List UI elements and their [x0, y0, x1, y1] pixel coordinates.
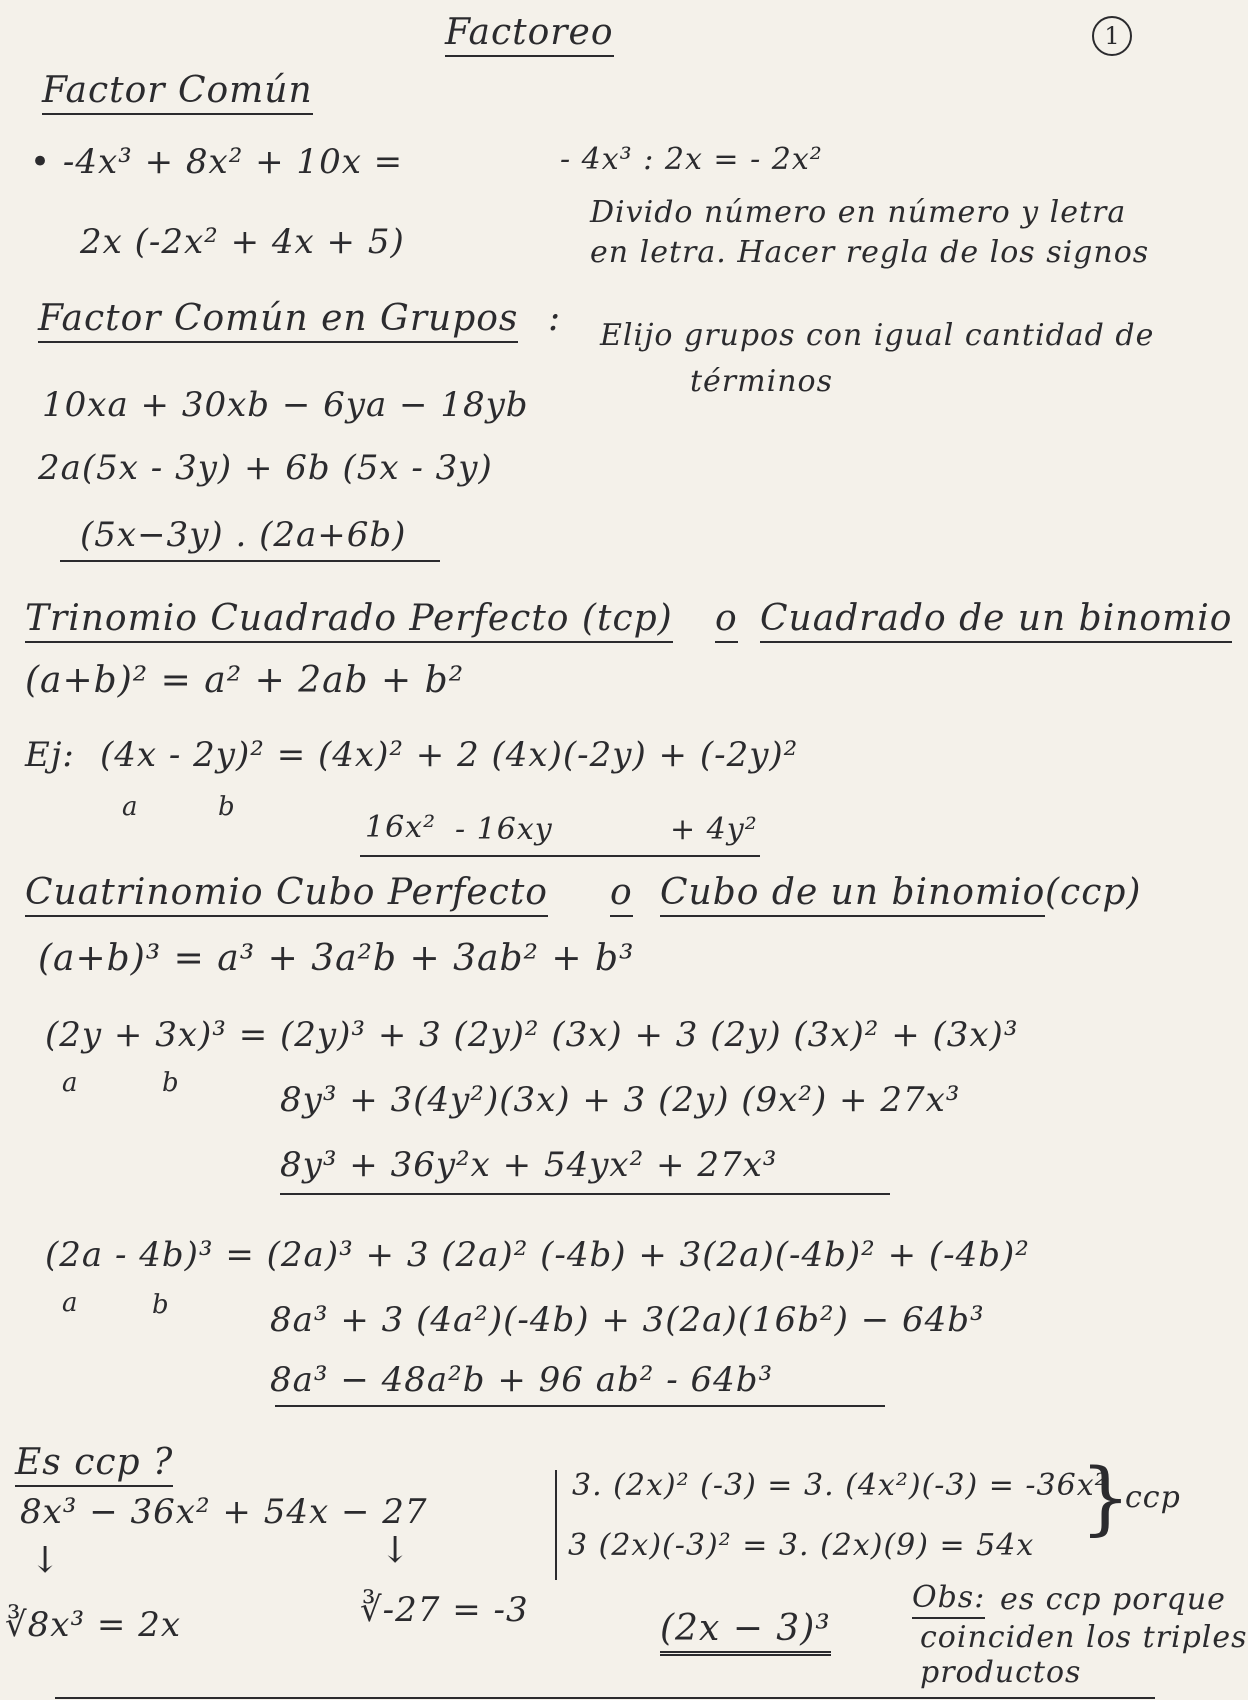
ccp-ex1-label-a: a: [62, 1068, 78, 1098]
fcg-colon: :: [548, 298, 562, 339]
ccp-ex1-underline: [280, 1193, 890, 1195]
section-heading-factor-comun: Factor Común: [42, 70, 313, 115]
ccp-ex2-label-a: a: [62, 1288, 78, 1318]
tcp-heading-alt: Cuadrado de un binomio: [760, 598, 1232, 643]
page-bottom-line: [55, 1697, 1155, 1699]
fc-note-line2: en letra. Hacer regla de los signos: [590, 235, 1150, 270]
fc-result: 2x (-2x² + 4x + 5): [80, 222, 405, 262]
obs-line3: productos: [920, 1655, 1082, 1690]
ccp-ex2-line1: (2a - 4b)³ = (2a)³ + 3 (2a)² (-4b) + 3(2a)(-4b)² + (-4b)²: [45, 1235, 1030, 1275]
tcp-result-term1: 16x²: [365, 810, 437, 845]
fc-expression: • -4x³ + 8x² + 10x =: [30, 142, 404, 182]
tcp-heading-o: o: [715, 598, 738, 643]
down-arrow-icon: ↓: [380, 1530, 411, 1571]
ccp-heading-abbrev: (ccp): [1045, 872, 1142, 913]
fcg-line3: (5x−3y) . (2a+6b): [80, 515, 407, 555]
fc-note-division: - 4x³ : 2x = - 2x²: [560, 142, 823, 177]
section-heading-factor-comun-grupos: Factor Común en Grupos: [38, 298, 518, 343]
obs-line1: es ccp porque: [1000, 1582, 1226, 1617]
tcp-formula: (a+b)² = a² + 2ab + b²: [25, 660, 465, 701]
tcp-result-term2: - 16xy: [455, 812, 553, 847]
tcp-label-b: b: [218, 792, 235, 822]
fcg-note-line1: Elijo grupos con igual cantidad de: [600, 318, 1155, 353]
tcp-label-a: a: [122, 792, 138, 822]
fcg-line1: 10xa + 30xb − 6ya − 18yb: [42, 385, 529, 425]
tcp-example-label: Ej:: [25, 735, 75, 775]
section-heading-tcp: Trinomio Cuadrado Perfecto (tcp): [25, 598, 673, 643]
ccp-ex1-line2: 8y³ + 3(4y²)(3x) + 3 (2y) (9x²) + 27x³: [280, 1080, 961, 1120]
ccp-heading-o: o: [610, 872, 633, 917]
ccp-ex2-line3: 8a³ − 48a²b + 96 ab² - 64b³: [270, 1360, 774, 1400]
ccp-ex1-line1: (2y + 3x)³ = (2y)³ + 3 (2y)² (3x) + 3 (2y) (3x)² + (3x)³: [45, 1015, 1019, 1055]
ccp-ex2-line2: 8a³ + 3 (4a²)(-4b) + 3(2a)(16b²) − 64b³: [270, 1300, 985, 1340]
page-number: 1: [1092, 16, 1132, 56]
section-heading-ccp: Cuatrinomio Cubo Perfecto: [25, 872, 548, 917]
brace-icon: }: [1080, 1451, 1131, 1544]
ccp-ex1-line3: 8y³ + 36y²x + 54yx² + 27x³: [280, 1145, 778, 1185]
section-heading-es-ccp: Es ccp ?: [15, 1442, 173, 1487]
cube-root-last-term: ∛-27 = -3: [360, 1590, 529, 1630]
down-arrow-icon: ↓: [30, 1540, 61, 1581]
fcg-result-underline: [60, 560, 440, 562]
obs-line2: coinciden los triples: [920, 1620, 1248, 1655]
ccp-ex2-label-b: b: [152, 1290, 169, 1320]
ccp-check-result: (2x − 3)³: [660, 1608, 831, 1656]
page-title: Factoreo: [445, 12, 614, 57]
ccp-ex2-underline: [275, 1405, 885, 1407]
ccp-check-label: ccp: [1125, 1480, 1181, 1515]
ccp-heading-alt: Cubo de un binomio: [660, 872, 1045, 917]
cube-root-first-term: ∛8x³ = 2x: [5, 1605, 182, 1645]
fcg-note-line2: términos: [690, 364, 833, 399]
tcp-result-term3: + 4y²: [670, 812, 758, 847]
ccp-check-triple-product-1: 3. (2x)² (-3) = 3. (4x²)(-3) = -36x²: [572, 1468, 1108, 1503]
obs-label: Obs:: [912, 1580, 985, 1619]
check-divider: [555, 1470, 557, 1580]
ccp-formula: (a+b)³ = a³ + 3a²b + 3ab² + b³: [38, 938, 635, 979]
ccp-ex1-label-b: b: [162, 1068, 179, 1098]
ccp-check-polynomial: 8x³ − 36x² + 54x − 27: [20, 1492, 428, 1532]
tcp-result-underline: [360, 855, 760, 857]
fcg-line2: 2a(5x - 3y) + 6b (5x - 3y): [38, 448, 493, 488]
tcp-example: (4x - 2y)² = (4x)² + 2 (4x)(-2y) + (-2y)²: [100, 735, 799, 775]
fc-note-line1: Divido número en número y letra: [590, 195, 1127, 230]
ccp-check-triple-product-2: 3 (2x)(-3)² = 3. (2x)(9) = 54x: [568, 1528, 1035, 1563]
